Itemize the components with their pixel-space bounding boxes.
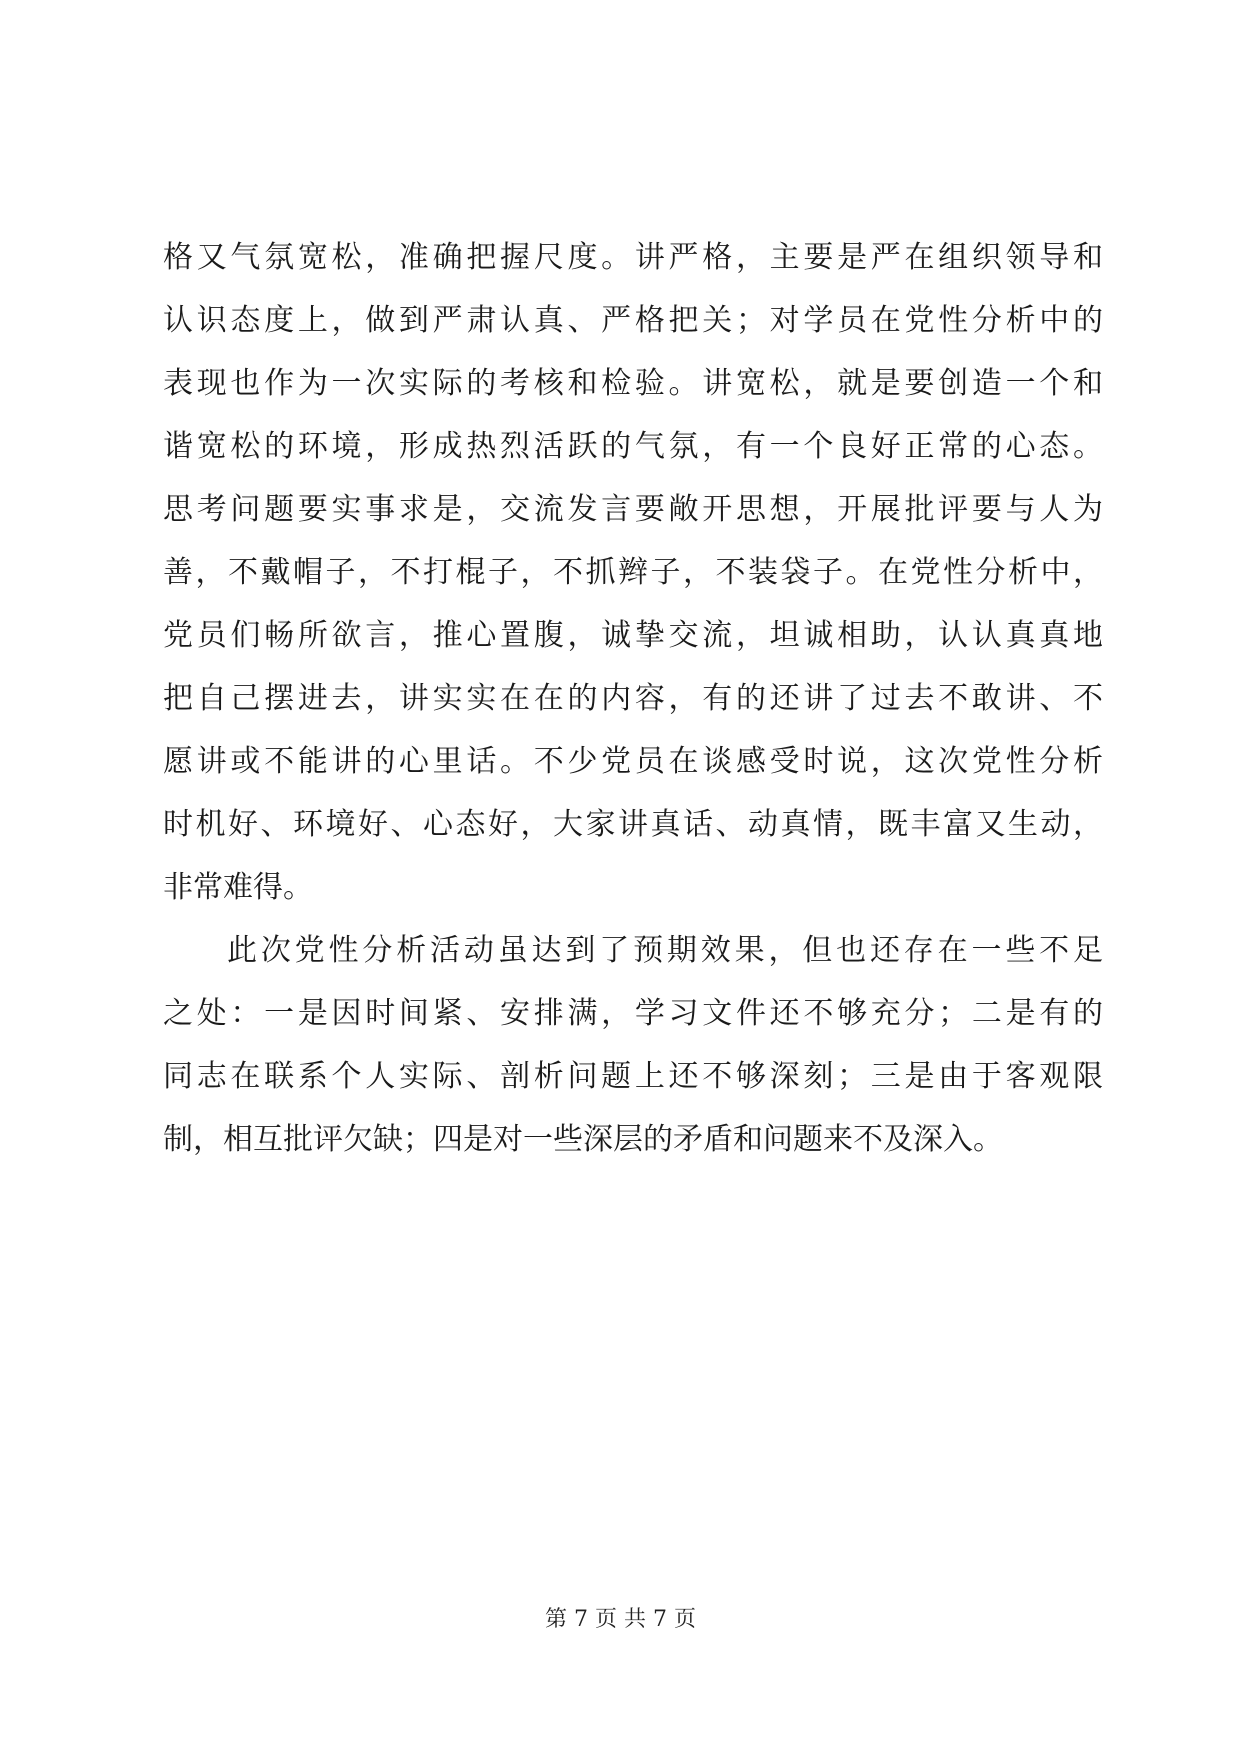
text-line: 之处：一是因时间紧、安排满，学习文件还不够充分；二是有的 — [163, 996, 1103, 1031]
document-body — [163, 226, 1103, 1171]
paragraph-1 — [163, 226, 1103, 919]
text-line: 同志在联系个人实际、剖析问题上还不够深刻；三是由于客观限 — [163, 1059, 1103, 1094]
text-line: 时机好、环境好、心态好，大家讲真话、动真情，既丰富又生动， — [163, 807, 1103, 842]
text-line: 把自己摆进去，讲实实在在的内容，有的还讲了过去不敢讲、不 — [163, 681, 1103, 716]
text-line: 认识态度上，做到严肃认真、严格把关；对学员在党性分析中的 — [163, 303, 1103, 338]
paragraph-2 — [163, 919, 1103, 1171]
text-line: 党员们畅所欲言，推心置腹，诚挚交流，坦诚相助，认认真真地 — [163, 618, 1103, 653]
text-line: 表现也作为一次实际的考核和检验。讲宽松，就是要创造一个和 — [163, 366, 1103, 401]
text-line: 谐宽松的环境，形成热烈活跃的气氛，有一个良好正常的心态。 — [163, 429, 1103, 464]
text-line: 善，不戴帽子，不打棍子，不抓辫子，不装袋子。在党性分析中， — [163, 555, 1103, 590]
text-line: 非常难得。 — [163, 870, 313, 905]
text-line: 愿讲或不能讲的心里话。不少党员在谈感受时说，这次党性分析 — [163, 744, 1103, 779]
text-line: 思考问题要实事求是，交流发言要敞开思想，开展批评要与人为 — [163, 492, 1103, 527]
text-line: 制，相互批评欠缺；四是对一些深层的矛盾和问题来不及深入。 — [163, 1122, 1003, 1157]
text-line: 格又气氛宽松，准确把握尺度。讲严格，主要是严在组织领导和 — [163, 240, 1103, 275]
text-line: 此次党性分析活动虽达到了预期效果，但也还存在一些不足 — [227, 933, 1103, 968]
page-number-footer: 第 7 页 共 7 页 — [545, 1607, 696, 1632]
